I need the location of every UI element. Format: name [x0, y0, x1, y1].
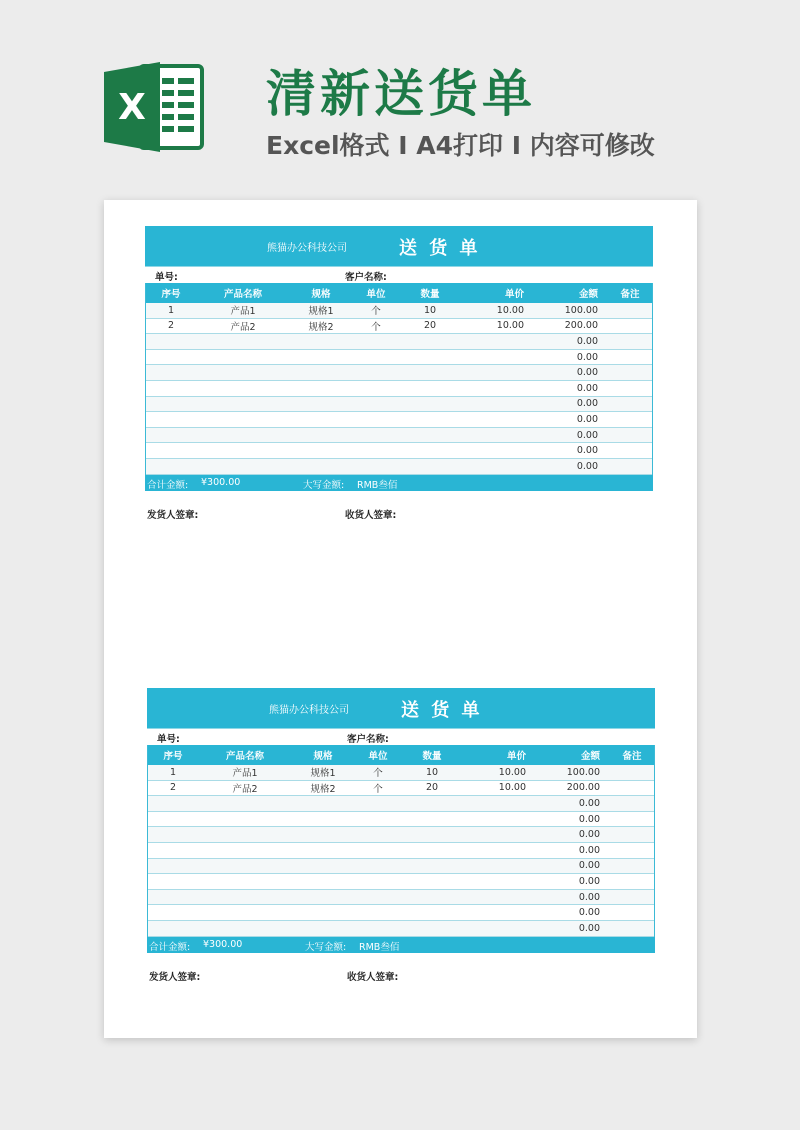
table-cell[interactable]: 0.00 [576, 335, 598, 347]
capital-label: 大写金额: [305, 941, 347, 953]
table-cell[interactable]: 10.00 [498, 782, 526, 794]
table-cell[interactable]: 20 [423, 320, 437, 332]
receiver-signature-label: 收货人签章: [347, 971, 399, 983]
table-row [148, 765, 654, 781]
table-row [146, 443, 652, 459]
table-header [148, 745, 654, 765]
delivery-note-2 [147, 688, 655, 987]
table-cell[interactable]: 1 [169, 766, 177, 778]
table-cell[interactable]: 规格1 [308, 306, 334, 318]
company-name: 熊猫办公科技公司 [267, 243, 347, 254]
table-row [148, 796, 654, 812]
totals-row [145, 475, 653, 491]
table-row [148, 905, 654, 921]
page-subtitle: Excel格式 Ⅰ A4打印 Ⅰ 内容可修改 [266, 131, 655, 160]
table-cell[interactable]: 2 [167, 320, 175, 332]
capital-value: RMB叁佰 [359, 941, 400, 953]
table-row [148, 921, 654, 937]
goods-table [147, 745, 655, 937]
table-row [146, 334, 652, 350]
table-header [146, 283, 652, 303]
totals-row [147, 937, 655, 953]
sender-signature-label: 发货人签章: [149, 971, 201, 983]
document-title: 送 货 单 [401, 700, 483, 721]
table-cell[interactable]: 0.00 [578, 907, 600, 919]
table-cell[interactable]: 产品1 [232, 768, 258, 780]
table-cell[interactable]: 1 [167, 304, 175, 316]
table-cell[interactable]: 个 [371, 306, 381, 318]
customer-label: 客户名称: [347, 734, 389, 745]
table-cell[interactable]: 0.00 [576, 351, 598, 363]
receiver-signature-label: 收货人签章: [345, 509, 397, 521]
table-row [148, 781, 654, 797]
table-cell[interactable]: 100.00 [566, 766, 600, 778]
table-cell[interactable]: 0.00 [578, 844, 600, 856]
total-value: ¥300.00 [203, 938, 243, 950]
page-title: 清新送货单 [266, 65, 536, 123]
table-cell[interactable]: 100.00 [564, 304, 598, 316]
table-row [146, 365, 652, 381]
table-row [146, 412, 652, 428]
delivery-note-1 [145, 226, 653, 525]
table-cell[interactable]: 0.00 [576, 460, 598, 472]
column-header: 单位 [368, 751, 388, 762]
table-cell[interactable]: 产品2 [230, 321, 256, 333]
table-cell[interactable]: 规格1 [310, 768, 336, 780]
table-cell[interactable]: 规格2 [308, 321, 334, 333]
info-row [147, 729, 655, 745]
sheet-banner [147, 688, 655, 729]
logo-letter: X [118, 87, 146, 128]
info-row [145, 267, 653, 283]
table-cell[interactable]: 0.00 [578, 922, 600, 934]
order-no-label: 单号: [155, 272, 178, 283]
column-header: 单价 [506, 751, 526, 762]
column-header: 产品名称 [225, 751, 264, 762]
column-header: 单位 [366, 289, 386, 300]
excel-logo-icon [104, 60, 204, 154]
order-no-label: 单号: [157, 734, 180, 745]
total-label: 合计金额: [147, 479, 189, 491]
paper-sheet [104, 200, 697, 1038]
table-cell[interactable]: 0.00 [576, 429, 598, 441]
table-cell[interactable]: 0.00 [578, 891, 600, 903]
column-header: 金额 [580, 751, 600, 762]
table-cell[interactable]: 200.00 [566, 782, 600, 794]
goods-table [145, 283, 653, 475]
table-cell[interactable]: 0.00 [576, 413, 598, 425]
table-cell[interactable]: 个 [373, 783, 383, 795]
table-row [148, 890, 654, 906]
table-row [148, 859, 654, 875]
sender-signature-label: 发货人签章: [147, 509, 199, 521]
company-name: 熊猫办公科技公司 [269, 705, 349, 716]
table-cell[interactable]: 产品1 [230, 306, 256, 318]
table-cell[interactable]: 0.00 [578, 860, 600, 872]
table-cell[interactable]: 产品2 [232, 783, 258, 795]
table-row [146, 350, 652, 366]
column-header: 规格 [313, 751, 333, 762]
column-header: 数量 [420, 289, 440, 300]
signature-row [145, 505, 653, 525]
table-cell[interactable]: 0.00 [578, 813, 600, 825]
table-row [146, 303, 652, 319]
total-value: ¥300.00 [201, 476, 241, 488]
column-header: 序号 [163, 751, 183, 762]
table-row [148, 827, 654, 843]
table-cell[interactable]: 个 [371, 321, 381, 333]
column-header: 单价 [504, 289, 524, 300]
table-cell[interactable]: 10 [425, 766, 439, 778]
table-cell[interactable]: 10.00 [498, 766, 526, 778]
table-cell[interactable]: 0.00 [578, 829, 600, 841]
column-header: 产品名称 [223, 289, 262, 300]
total-label: 合计金额: [149, 941, 191, 953]
customer-label: 客户名称: [345, 272, 387, 283]
column-header: 备注 [620, 289, 640, 300]
table-cell[interactable]: 10.00 [496, 320, 524, 332]
table-cell[interactable]: 2 [169, 782, 177, 794]
table-cell[interactable]: 10 [423, 304, 437, 316]
table-row [146, 319, 652, 335]
table-cell[interactable]: 规格2 [310, 783, 336, 795]
table-cell[interactable]: 0.00 [576, 445, 598, 457]
table-cell[interactable]: 200.00 [564, 320, 598, 332]
table-cell[interactable]: 0.00 [576, 367, 598, 379]
column-header: 规格 [311, 289, 331, 300]
column-header: 数量 [422, 751, 442, 762]
table-cell[interactable]: 0.00 [578, 797, 600, 809]
table-row [146, 381, 652, 397]
table-cell[interactable]: 0.00 [576, 398, 598, 410]
column-header: 金额 [578, 289, 598, 300]
table-row [148, 843, 654, 859]
sheet-banner [145, 226, 653, 267]
document-title: 送 货 单 [399, 238, 481, 259]
table-cell[interactable]: 10.00 [496, 304, 524, 316]
table-row [148, 874, 654, 890]
capital-value: RMB叁佰 [357, 479, 398, 491]
table-body [146, 303, 652, 475]
table-row [146, 428, 652, 444]
table-cell[interactable]: 20 [425, 782, 439, 794]
column-header: 序号 [161, 289, 181, 300]
table-row [146, 397, 652, 413]
table-row [146, 459, 652, 475]
table-row [148, 812, 654, 828]
table-cell[interactable]: 个 [373, 768, 383, 780]
table-cell[interactable]: 0.00 [576, 382, 598, 394]
column-header: 备注 [622, 751, 642, 762]
table-body [148, 765, 654, 937]
capital-label: 大写金额: [303, 479, 345, 491]
signature-row [147, 967, 655, 987]
table-cell[interactable]: 0.00 [578, 875, 600, 887]
